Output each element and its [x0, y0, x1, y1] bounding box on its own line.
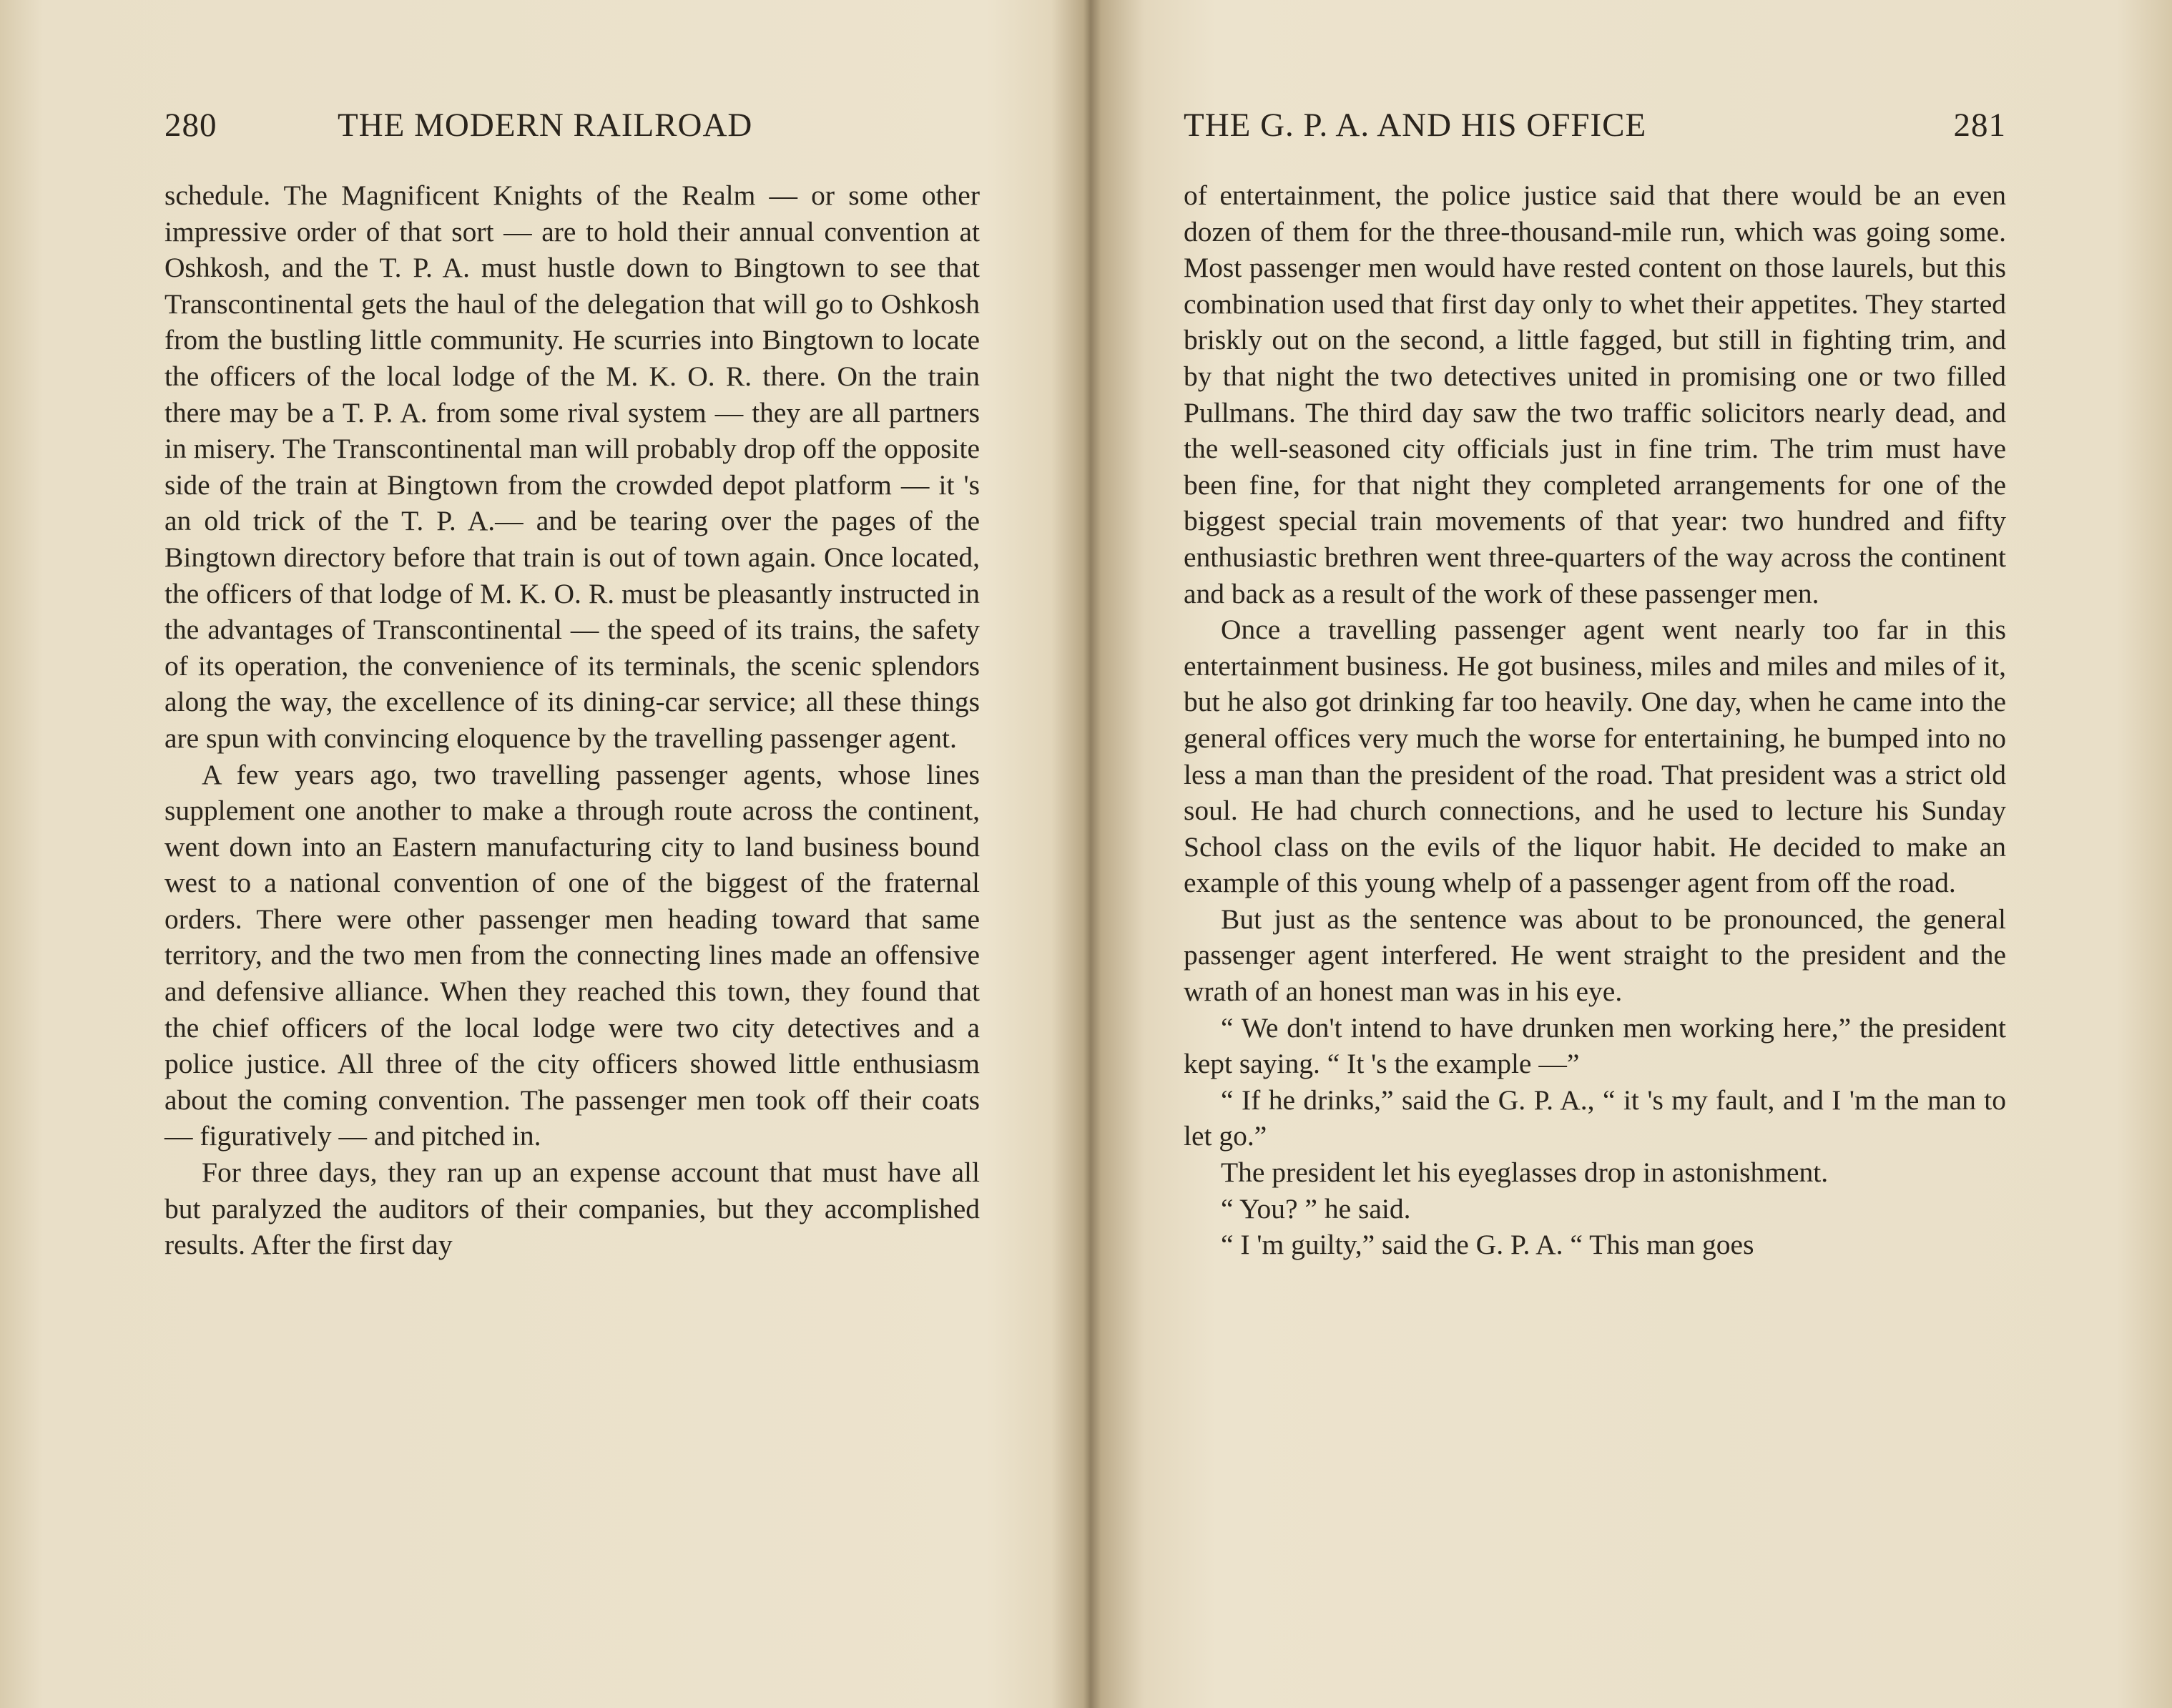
paragraph: “ We don't intend to have drunken men working here,” the president kept saying. “ It 's the example —”: [1184, 1011, 2006, 1080]
body-text: [164, 177, 980, 1263]
body-text: [1184, 177, 2006, 1263]
running-head-title: THE MODERN RAILROAD: [338, 107, 753, 144]
paragraph: The president let his eyeglasses drop in astonishment.: [1221, 1157, 1829, 1189]
paragraph: A few years ago, two travelling passenger agents, whose lines supplement one another to make a through route across the continent, went down into an Eastern manufacturing city to land business bound west to a national convention of one of the biggest of the fraternal orders. There were other passenger men heading toward that same territory, and the two men from the connecting lines made an offensive and defensive alliance. When they reached this town, they found that the chief officers of the local lodge were two city detectives and a police justice. All three of the city officers showed little enthusiasm about the coming convention. The passenger men took off their coats — figuratively — and pitched in.: [164, 758, 980, 1152]
paragraph: schedule. The Magnificent Knights of the Realm — or some other impressive order of that sort — are to hold their annual convention at Oshkosh, and the T. P. A. must hustle down to Bingtown to see that Transcontinental gets the haul of the delegation that will go to Oshkosh from the bustling little community. He scurries into Bingtown to locate the officers of the local lodge of the M. K. O. R. there. On the train there may be a T. P. A. from some rival system — they are all partners in misery. The Transcontinental man will probably drop off the opposite side of the train at Bingtown from the crowded depot platform — it 's an old trick of the T. P. A.— and be tearing over the pages of the Bingtown directory before that train is out of town again. Once located, the officers of that lodge of M. K. O. R. must be pleasantly instructed in the advantages of Transcontinental — the speed of its trains, the safety of its operation, the convenience of its terminals, the scenic splendors along the way, the excellence of its dining-car service; all these things are spun with convincing eloquence by the travelling passenger agent.: [164, 180, 980, 754]
right-page: [1087, 0, 2172, 1708]
page-number: 280: [164, 107, 217, 144]
running-head-title: THE G. P. A. AND HIS OFFICE: [1184, 107, 1647, 144]
paragraph: of entertainment, the police justice said that there would be an even dozen of them for the three-thousand-mile run, which was going some. Most passenger men would have rested content on those laurels, but this combination used that first day only to whet their appetites. They started briskly out on the second, a little fagged, but still in fighting trim, and by that night the two detectives united in promising one or two filled Pullmans. The third day saw the two traffic solicitors nearly dead, and the well-seasoned city officials just in fine trim. The trim must have been fine, for that night they completed arrangements for one of the biggest special train movements of that year: two hundred and fifty enthusiastic brethren went three-quarters of the way across the continent and back as a result of the work of these passenger men.: [1184, 180, 2006, 609]
paragraph: Once a travelling passenger agent went nearly too far in this entertainment business. He got business, miles and miles and miles of it, but he also got drinking far too heavily. One day, when he came into the general offices very much the worse for entertaining, he bumped into no less a man than the president of the road. That president was a strict old soul. He had church connections, and he used to lecture his Sunday School class on the evils of the liquor habit. He decided to make an example of this young whelp of a passenger agent from off the road.: [1184, 614, 2006, 899]
page-number: 281: [1953, 107, 2006, 144]
paragraph: “ You? ” he said.: [1221, 1192, 1411, 1224]
paragraph: “ If he drinks,” said the G. P. A., “ it 's my fault, and I 'm the man to let go.”: [1184, 1084, 2006, 1152]
paragraph: “ I 'm guilty,” said the G. P. A. “ This man goes: [1221, 1229, 1754, 1261]
paragraph: For three days, they ran up an expense account that must have all but paralyzed the auditors of their companies, but they accomplished results. After the first day: [164, 1157, 980, 1261]
paragraph: But just as the sentence was about to be pronounced, the general passenger agent interfered. He went straight to the president and the wrath of an honest man was in his eye.: [1184, 903, 2006, 1008]
running-head: [164, 106, 980, 149]
running-head: [1184, 106, 2006, 149]
